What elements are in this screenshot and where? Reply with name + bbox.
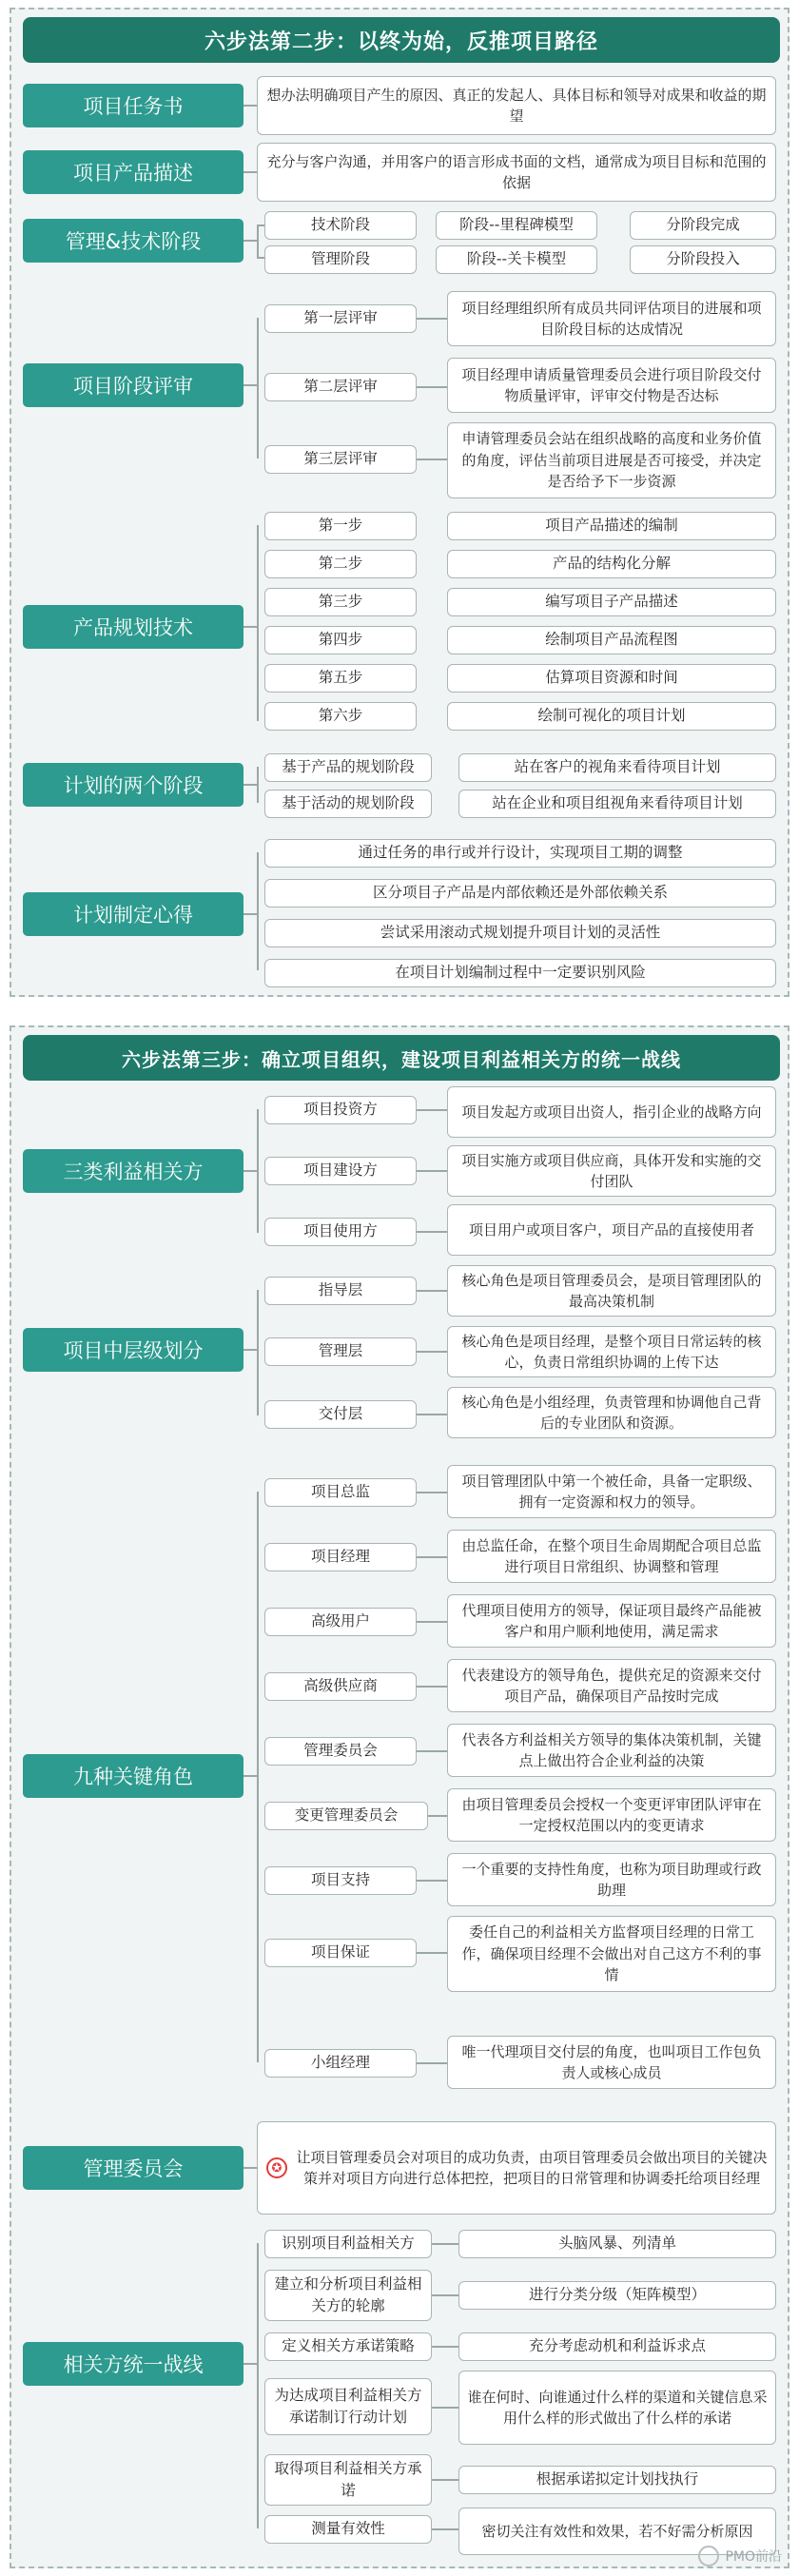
phase-desc: 站在客户的视角来看待项目计划: [458, 753, 776, 782]
panel-title: 六步法第二步：以终为始，反推项目路径: [23, 17, 780, 63]
front-step: 定义相关方承诺策略: [264, 2332, 432, 2361]
connector: [244, 1349, 257, 1351]
planning-desc: 绘制项目产品流程图: [447, 626, 776, 654]
role-name: 项目保证: [264, 1939, 417, 1967]
connector: [244, 784, 257, 786]
category-united-front: 相关方统一战线: [23, 2342, 244, 2386]
planning-desc: 绘制可视化的项目计划: [447, 702, 776, 731]
category-product-description: 项目产品描述: [23, 150, 244, 194]
layer-name: 指导层: [264, 1277, 417, 1305]
panel-step-two: [10, 8, 789, 997]
connector: [257, 525, 259, 721]
review-level: 第二层评审: [264, 373, 417, 401]
role-desc: 由总监任命，在整个项目生命周期配合项目总监进行项目日常组织、协调整和管理: [447, 1530, 776, 1583]
role-desc: 唯一代理项目交付层的角度，也叫项目工作包负责人或核心成员: [447, 2036, 776, 2089]
planning-desc: 产品的结构化分解: [447, 550, 776, 578]
layer-desc: 核心角色是小组经理，负责管理和协调他自己背后的专业团队和资源。: [447, 1387, 776, 1438]
insight-item: 尝试采用滚动式规划提升项目计划的灵活性: [264, 919, 776, 947]
role-desc: 委任自己的利益相关方监督项目经理的日常工作，确保项目经理不会做出对自己这方不利的事情: [447, 1916, 776, 1992]
planning-step: 第六步: [264, 702, 417, 731]
planning-step: 第三步: [264, 588, 417, 616]
stakeholder-desc: 项目用户或项目客户，项目产品的直接使用者: [447, 1204, 776, 1256]
category-phase-review: 项目阶段评审: [23, 363, 244, 407]
review-desc: 项目经理组织所有成员共同评估项目的进展和项目阶段目标的达成情况: [447, 291, 776, 346]
planning-step: 第二步: [264, 550, 417, 578]
connector: [244, 2167, 257, 2169]
watermark-text: PMO前沿: [725, 2549, 782, 2565]
star-badge-icon: ✪: [266, 2157, 287, 2178]
category-mgmt-tech-stage: 管理&技术阶段: [23, 219, 244, 263]
stakeholder-type: 项目投资方: [264, 1096, 417, 1124]
desc-task-book: 想办法明确项目产生的原因、真正的发起人、具体目标和领导对成果和收益的期望: [257, 76, 776, 135]
connector: [432, 2346, 458, 2348]
planning-step: 第一步: [264, 512, 417, 540]
review-level: 第一层评审: [264, 304, 417, 333]
connector: [244, 1170, 257, 1172]
role-name: 项目总监: [264, 1478, 417, 1507]
stakeholder-type: 项目使用方: [264, 1218, 417, 1246]
front-desc: 谁在何时、向谁通过什么样的渠道和关键信息采用什么样的形式做出了什么样的承诺: [458, 2371, 776, 2445]
category-task-book: 项目任务书: [23, 84, 244, 127]
connector: [417, 318, 447, 320]
connector: [257, 224, 264, 226]
stakeholder-type: 项目建设方: [264, 1157, 417, 1185]
connector: [432, 2407, 458, 2409]
review-desc: 项目经理申请质量管理委员会进行项目阶段交付物质量评审，评审交付物是否达标: [447, 358, 776, 413]
connector: [417, 1686, 447, 1688]
connector: [257, 224, 259, 259]
watermark: [698, 2546, 782, 2566]
front-step: 识别项目利益相关方: [264, 2230, 432, 2258]
layer-name: 交付层: [264, 1400, 417, 1429]
connector: [417, 1231, 447, 1233]
connector: [432, 2479, 458, 2481]
stage-name: 管理阶段: [264, 245, 417, 274]
planning-desc: 项目产品描述的编制: [447, 512, 776, 540]
committee-desc: [257, 2121, 776, 2215]
connector: [417, 386, 447, 388]
stakeholder-desc: 项目实施方或项目供应商，具体开发和实施的交付团队: [447, 1145, 776, 1197]
stage-model: 阶段--里程碑模型: [436, 211, 597, 240]
front-desc: 进行分类分级（矩阵模型）: [458, 2281, 776, 2310]
connector: [417, 1109, 447, 1111]
connector: [428, 1815, 447, 1817]
connector: [257, 1109, 259, 1233]
role-name: 项目支持: [264, 1866, 417, 1895]
role-desc: 代理项目使用方的领导，保证项目最终产品能被客户和用户顺利地使用，满足需求: [447, 1594, 776, 1648]
role-name: 高级用户: [264, 1608, 417, 1636]
connector: [257, 1290, 259, 1415]
category-product-planning: 产品规划技术: [23, 605, 244, 649]
review-level: 第三层评审: [264, 445, 417, 474]
role-name: 管理委员会: [264, 1737, 417, 1766]
role-desc: 代表各方利益相关方领导的集体决策机制，关键点上做出符合企业利益的决策: [447, 1724, 776, 1777]
front-desc: 密切关注有效性和效果，若不好需分析原因: [458, 2508, 776, 2555]
connector: [417, 1880, 447, 1882]
planning-step: 第五步: [264, 664, 417, 693]
connector: [257, 852, 259, 970]
connector: [244, 384, 257, 386]
category-nine-roles: 九种关键角色: [23, 1754, 244, 1798]
connector: [417, 1290, 447, 1292]
role-name: 项目经理: [264, 1543, 417, 1571]
planning-desc: 编写项目子产品描述: [447, 588, 776, 616]
connector: [244, 913, 257, 915]
category-three-stakeholders: 三类利益相关方: [23, 1149, 244, 1193]
connector: [257, 767, 259, 803]
planning-desc: 估算项目资源和时间: [447, 664, 776, 693]
stage-name: 技术阶段: [264, 211, 417, 240]
connector: [244, 105, 257, 107]
connector: [244, 171, 257, 173]
front-step: 建立和分析项目利益相关方的轮廓: [264, 2270, 432, 2321]
connector: [417, 1170, 447, 1172]
layer-desc: 核心角色是项目经理，是整个项目日常运转的核心，负责日常组织协调的上传下达: [447, 1326, 776, 1377]
role-desc: 一个重要的支持性角度，也称为项目助理或行政助理: [447, 1853, 776, 1906]
connector: [257, 318, 259, 459]
connector: [244, 1775, 257, 1777]
connector: [417, 2062, 447, 2064]
connector: [432, 2528, 458, 2530]
panel-step-three: [10, 1025, 789, 2568]
stage-mode: 分阶段完成: [630, 211, 776, 240]
phase-desc: 站在企业和项目组视角来看待项目计划: [458, 790, 776, 818]
connector: [432, 2243, 458, 2245]
category-management-committee: 管理委员会: [23, 2146, 244, 2190]
front-step: 测量有效性: [264, 2515, 432, 2544]
front-desc: 根据承诺拟定计划找执行: [458, 2466, 776, 2494]
role-name: 变更管理委员会: [264, 1802, 428, 1830]
role-name: 小组经理: [264, 2049, 417, 2078]
desc-product-description: 充分与客户沟通，并用客户的语言形成书面的文档，通常成为项目目标和范围的依据: [257, 143, 776, 202]
panel-title: 六步法第三步：确立项目组织，建设项目利益相关方的统一战线: [23, 1035, 780, 1081]
connector: [244, 2363, 257, 2365]
layer-name: 管理层: [264, 1337, 417, 1366]
insight-item: 在项目计划编制过程中一定要识别风险: [264, 959, 776, 987]
stage-model: 阶段--关卡模型: [436, 245, 597, 274]
connector: [417, 1621, 447, 1623]
role-desc: 由项目管理委员会授权一个变更评审团队评审在一定授权范围以内的变更请求: [447, 1788, 776, 1842]
review-desc: 申请管理委员会站在组织战略的高度和业务价值的角度，评估当前项目进展是否可接受，并决定是否给予下一步资源: [447, 422, 776, 498]
phase-name: 基于活动的规划阶段: [264, 790, 432, 818]
front-step: 取得项目利益相关方承诺: [264, 2454, 432, 2506]
connector: [244, 626, 257, 628]
role-name: 高级供应商: [264, 1672, 417, 1701]
connector: [417, 1414, 447, 1415]
connector: [417, 459, 447, 460]
connector: [257, 2243, 259, 2528]
stakeholder-desc: 项目发起方或项目出资人，指引企业的战略方向: [447, 1086, 776, 1138]
connector: [257, 1492, 259, 2062]
connector: [432, 2294, 458, 2296]
front-desc: 充分考虑动机和利益诉求点: [458, 2332, 776, 2361]
planning-step: 第四步: [264, 626, 417, 654]
connector: [244, 240, 257, 242]
front-step: 为达成项目利益相关方承诺制订行动计划: [264, 2378, 432, 2435]
committee-desc-text: 让项目管理委员会对项目的成功负责，由项目管理委员会做出项目的关键决策并对项目方向进行总体把控，把项目的日常管理和协调委托给项目经理: [296, 2148, 768, 2187]
role-desc: 代表建设方的领导角色，提供充足的资源来交付项目产品，确保项目产品按时完成: [447, 1659, 776, 1712]
connector: [417, 1492, 447, 1493]
category-planning-insights: 计划制定心得: [23, 892, 244, 936]
layer-desc: 核心角色是项目管理委员会，是项目管理团队的最高决策机制: [447, 1265, 776, 1317]
front-desc: 头脑风暴、列清单: [458, 2230, 776, 2258]
connector: [417, 1750, 447, 1752]
category-two-phases: 计划的两个阶段: [23, 763, 244, 807]
connector: [417, 1952, 447, 1954]
stage-mode: 分阶段投入: [630, 245, 776, 274]
category-project-layers: 项目中层级划分: [23, 1328, 244, 1372]
role-desc: 项目管理团队中第一个被任命，具备一定职级、拥有一定资源和权力的领导。: [447, 1465, 776, 1518]
connector: [257, 257, 264, 259]
connector: [417, 1556, 447, 1558]
insight-item: 区分项目子产品是内部依赖还是外部依赖关系: [264, 879, 776, 907]
phase-name: 基于产品的规划阶段: [264, 753, 432, 782]
watermark-logo-icon: [698, 2546, 719, 2566]
insight-item: 通过任务的串行或并行设计，实现项目工期的调整: [264, 839, 776, 868]
connector: [417, 1351, 447, 1353]
